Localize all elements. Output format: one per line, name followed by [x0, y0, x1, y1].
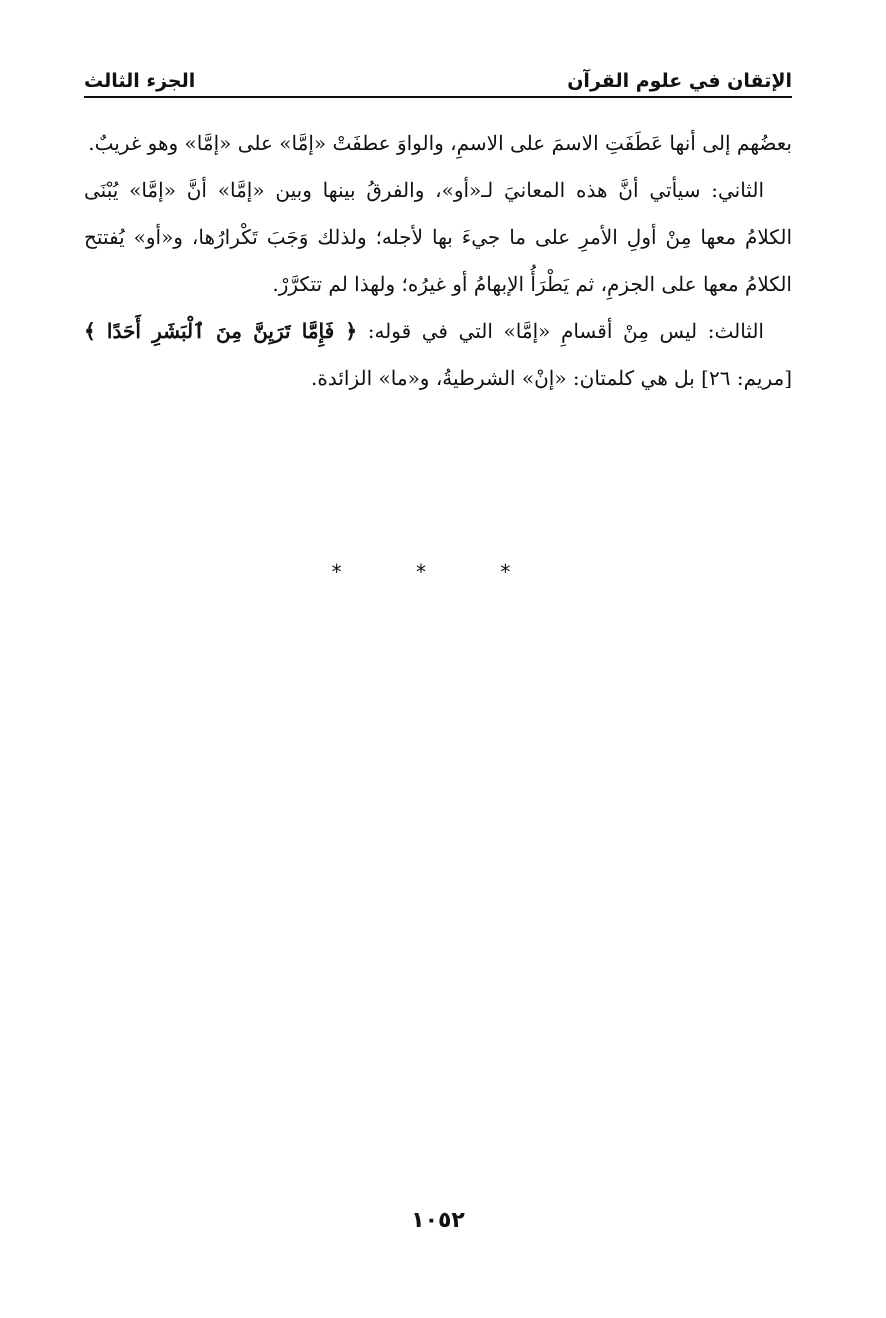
- page-number: ١٠٥٢: [411, 1208, 465, 1233]
- header-rule: [84, 96, 792, 98]
- volume-label: الجزء الثالث: [84, 70, 196, 92]
- body-text: [84, 120, 792, 402]
- paragraph-2: الثاني: سيأتي أنَّ هذه المعانيَ لـ«أو»، والفرقُ بينها وبين «إمَّا» أنَّ «إمَّا» يُبْنَى الكلامُ معها مِنْ أولِ الأمرِ على ما جيءَ بها لأجله؛ ولذلك وَجَبَ تَكْرارُها، و«أو» يُفتتح الكلامُ معها على الجزمِ، ثم يَطْرَأُ الإبهامُ أو غيرُه؛ ولهذا لم تتكرَّرْ.: [84, 178, 792, 296]
- paragraph-3-tail: [مريم: ٢٦] بل هي كلمتان: «إنْ» الشرطيةُ، و«ما» الزائدة.: [311, 366, 792, 390]
- section-separator: * * *: [331, 560, 545, 584]
- paragraph-3-lead: الثالث: ليس مِنْ أقسامِ «إمَّا» التي في قوله:: [367, 319, 764, 343]
- paragraph-3: [84, 308, 792, 402]
- running-header: [84, 52, 792, 92]
- book-title: الإتقان في علوم القرآن: [567, 70, 792, 92]
- paragraph-1: بعضُهم إلى أنها عَطَفَتِ الاسمَ على الاسمِ، والواوَ عطفَتْ «إمَّا» على «إمَّا» وهو غريبٌ.: [88, 131, 792, 155]
- quran-verse: ﴿ فَإِمَّا تَرَيِنَّ مِنَ ٱلْبَشَرِ أَحَدًا ﴾: [84, 319, 358, 343]
